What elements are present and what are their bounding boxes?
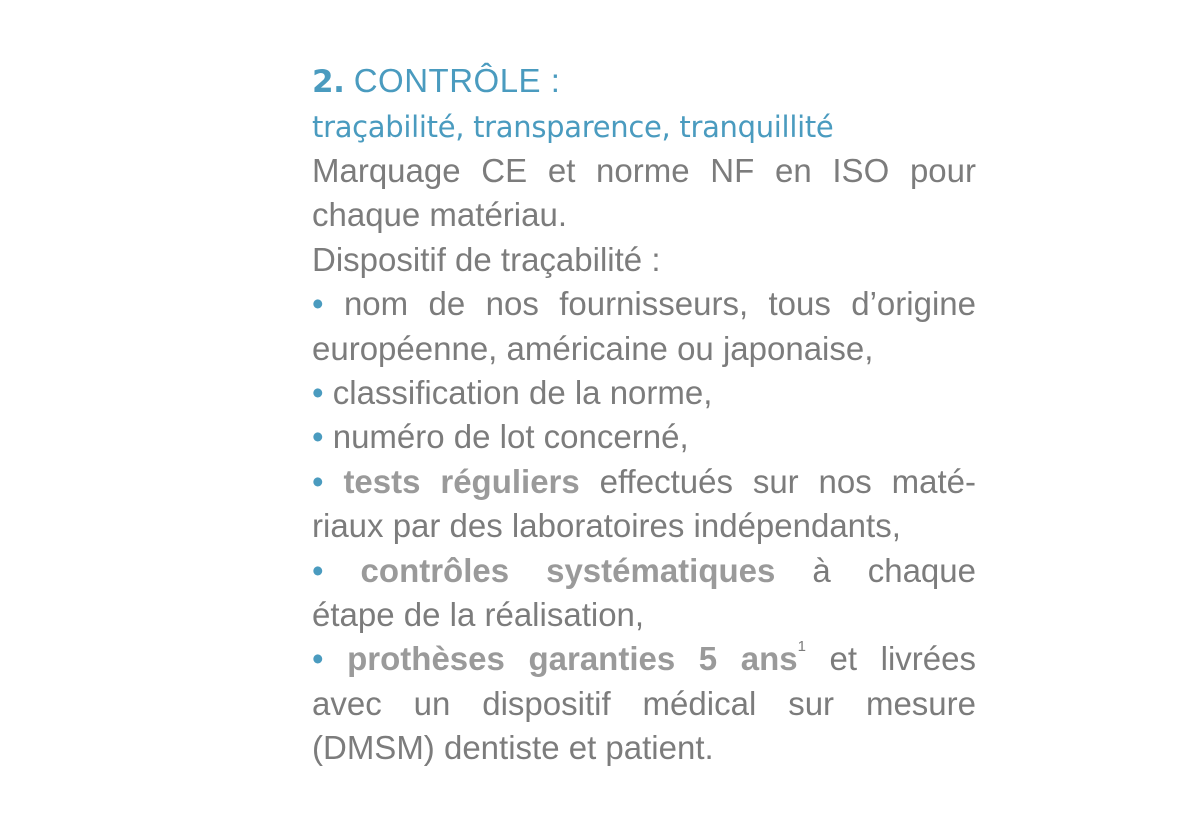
bullet-guarantee-bold: prothèses garanties 5 ans: [323, 640, 798, 678]
section-heading: [312, 58, 976, 105]
bullet-tests-bold: tests réguliers: [323, 462, 580, 500]
footnote-marker: 1: [797, 638, 806, 656]
bullet-icon: •: [312, 285, 324, 323]
bullet-classification-text: classification de la norme,: [323, 374, 713, 412]
section-subtitle: traçabilité, transparence, tranquillité: [312, 110, 834, 144]
intro-line-2: chaque matériau.: [312, 196, 567, 234]
bullet-icon: •: [312, 551, 324, 589]
dispositif-label: Dispositif de traçabilité :: [312, 240, 661, 278]
bullet-icon: •: [312, 462, 324, 500]
bullet-controls-bold: contrôles systématiques: [323, 551, 776, 589]
bullet-tests: [312, 460, 976, 504]
bullet-tests-cont: riaux par des laboratoires indépendants,: [312, 507, 901, 545]
bullet-icon: •: [312, 418, 324, 456]
bullet-lot-text: numéro de lot concerné,: [323, 418, 689, 456]
bullet-classification: [312, 371, 976, 415]
intro-line-1: Marquage CE et norme NF en ISO pour: [312, 152, 976, 189]
bullet-controls-cont: étape de la réalisation,: [312, 596, 645, 634]
bullet-suppliers-cont: européenne, américaine ou japonaise,: [312, 329, 874, 367]
bullet-suppliers: [312, 282, 976, 326]
bullet-controls: [312, 549, 976, 593]
body-text: [312, 149, 976, 771]
bullet-guarantee-text: et livrées: [805, 640, 976, 678]
bullet-controls-text: à chaque: [775, 551, 976, 589]
section-number: 2.: [312, 64, 345, 100]
bullet-guarantee: [312, 637, 976, 681]
section-title: CONTRÔLE :: [353, 62, 561, 99]
document-section: [312, 58, 976, 771]
bullet-tests-text: effectués sur nos maté-: [579, 462, 976, 500]
bullet-guarantee-cont: avec un dispositif médical sur mesure: [312, 684, 976, 722]
bullet-suppliers-text: nom de nos fournisseurs, tous d’origine: [323, 285, 976, 323]
bullet-icon: •: [312, 640, 324, 678]
bullet-guarantee-end: (DMSM) dentiste et patient.: [312, 729, 714, 767]
bullet-lot: [312, 415, 976, 459]
bullet-icon: •: [312, 374, 324, 412]
